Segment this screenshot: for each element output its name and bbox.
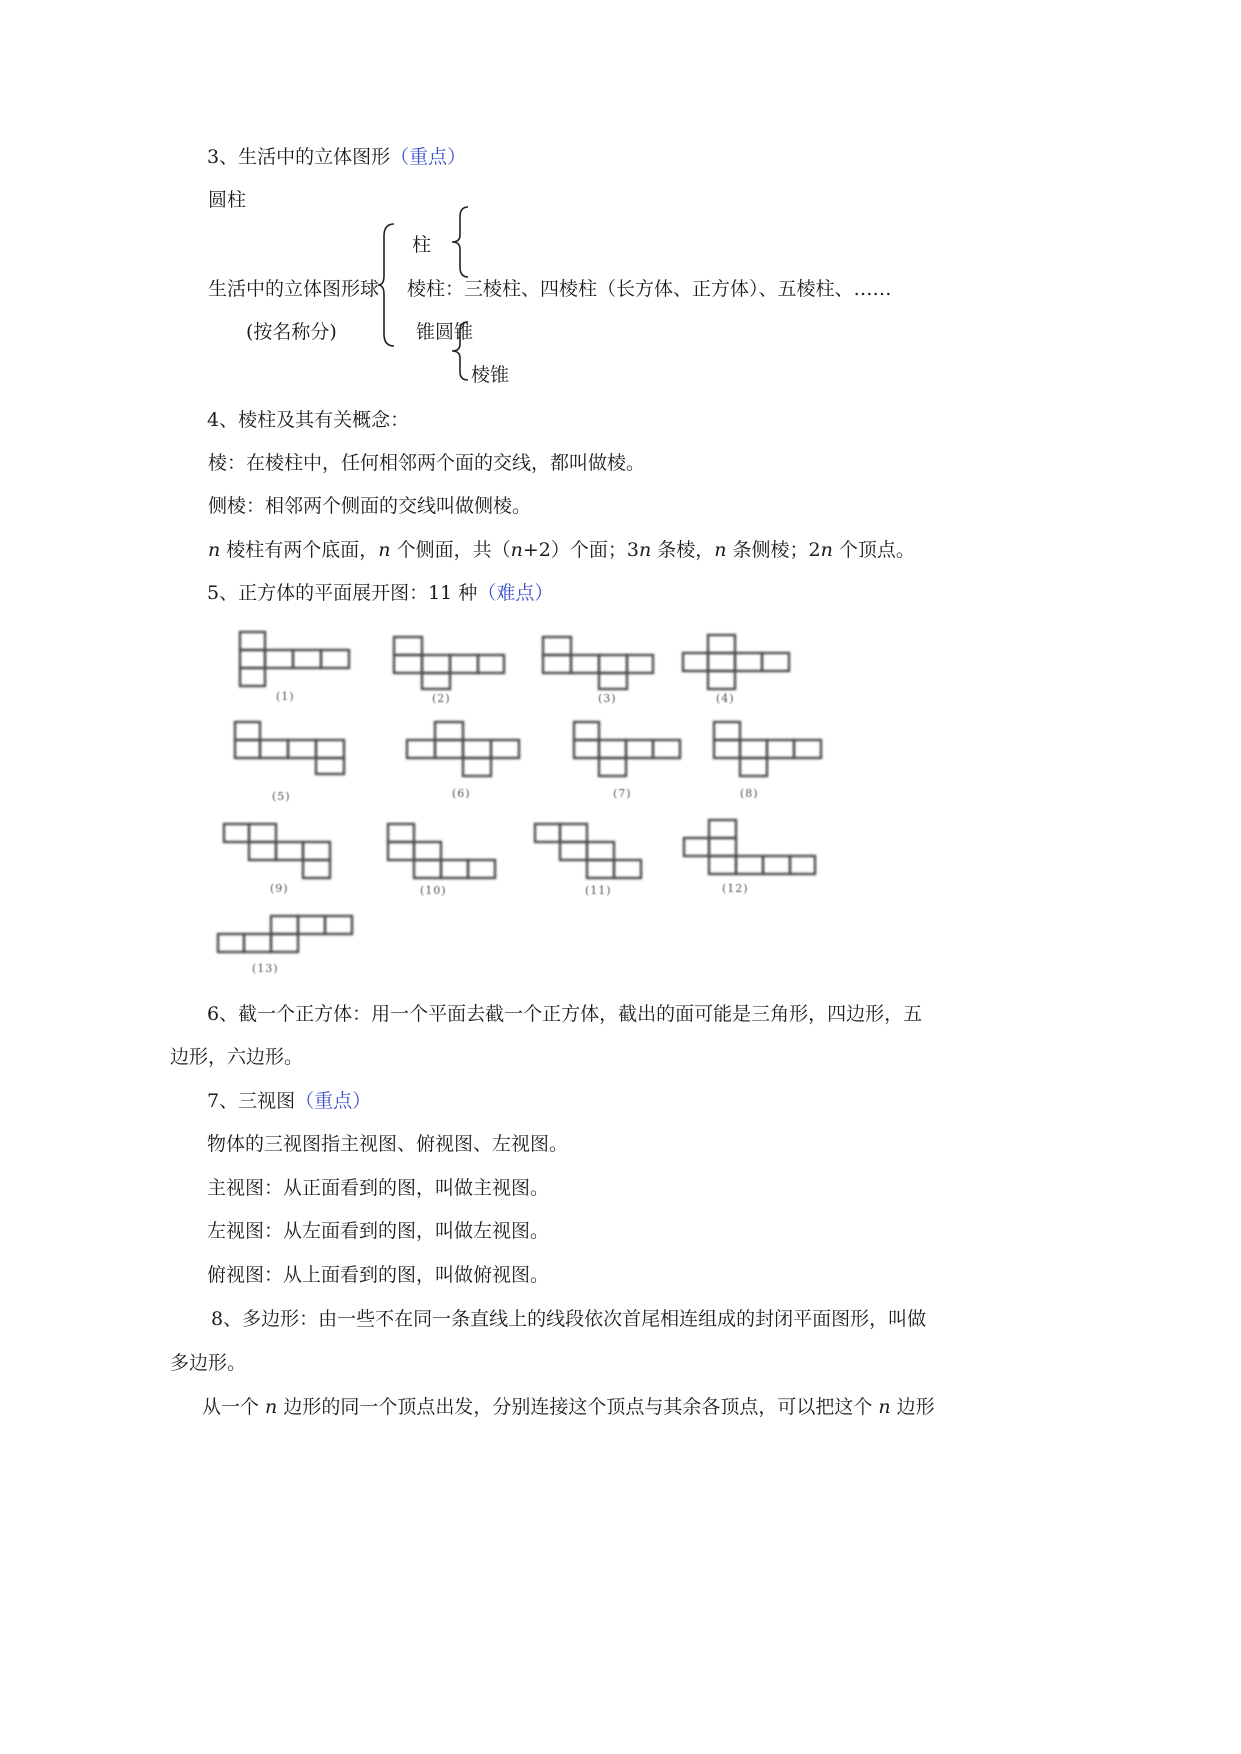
tree-root-note: (按名称分) (246, 321, 337, 343)
section-number: 5、 (207, 582, 239, 604)
section-number: 7、 (207, 1090, 239, 1112)
section-6-line-1: 6、截一个正方体：用一个平面去截一个正方体，截出的面可能是三角形，四边形，五 (207, 1003, 923, 1025)
cube-net-7 (572, 720, 682, 778)
cube-net-label-1: (1) (276, 690, 295, 703)
cube-net-11 (533, 822, 645, 880)
section-5-heading (207, 581, 553, 605)
brace-main-icon (378, 222, 398, 348)
section-6-line-2: 边形，六边形。 (170, 1046, 304, 1068)
cube-net-label-9: (9) (270, 882, 289, 895)
prism-count-line: n 棱柱有两个底面，n 个侧面，共（n+2）个面；3n 条棱，n 条侧棱；2n 个顶点。 (208, 539, 915, 561)
cube-net-8 (712, 720, 824, 778)
tree-cone-group-label: 锥 (416, 321, 436, 343)
section-8-line-2: 多边形。 (170, 1352, 247, 1374)
front-view-definition: 主视图：从正面看到的图，叫做主视图。 (207, 1177, 550, 1199)
section-8-line-1: 8、多边形：由一些不在同一条直线上的线段依次首尾相连组成的封闭平面图形，叫做 (211, 1308, 927, 1330)
cube-net-10 (386, 822, 498, 880)
section-4-heading: 4、棱柱及其有关概念： (207, 409, 410, 431)
cube-net-label-5: (5) (272, 790, 291, 803)
section-7-heading (207, 1089, 371, 1113)
key-point-tag: （重点） (295, 1090, 372, 1112)
edge-definition: 棱：在棱柱中，任何相邻两个面的交线，都叫做棱。 (208, 452, 646, 474)
cube-net-4 (681, 633, 791, 691)
cube-net-label-4: (4) (716, 692, 735, 705)
cube-net-label-10: (10) (420, 884, 447, 897)
cube-net-label-7: (7) (613, 787, 632, 800)
tree-root-text: 生活中的立体图形 (208, 278, 361, 300)
section-number: 3、 (207, 146, 239, 168)
section-3-heading (207, 145, 466, 169)
cube-net-12 (682, 818, 818, 876)
cube-net-6 (405, 720, 523, 778)
tree-pyramid-label: 棱锥 (471, 364, 510, 386)
cube-net-label-2: (2) (432, 692, 451, 705)
brace-pyramid-icon (452, 320, 472, 382)
cube-net-1 (238, 630, 353, 688)
section-title: 三视图 (238, 1090, 296, 1112)
cube-net-label-13: (13) (252, 962, 279, 975)
cube-net-label-6: (6) (452, 787, 471, 800)
cube-net-label-8: (8) (740, 787, 759, 800)
cube-net-label-12: (12) (722, 882, 749, 895)
cube-net-13 (216, 914, 356, 956)
tree-sphere-label: 球 (360, 278, 380, 300)
lateral-edge-definition: 侧棱：相邻两个侧面的交线叫做侧棱。 (208, 495, 532, 517)
tree-cone-label: 圆锥 (435, 321, 474, 343)
tree-cylinder-label: 圆柱 (208, 189, 247, 211)
cube-net-label-3: (3) (598, 692, 617, 705)
cube-net-label-11: (11) (585, 884, 612, 897)
difficult-point-tag: （难点） (477, 582, 554, 604)
tree-root-label (208, 277, 379, 301)
cube-net-2 (392, 635, 507, 691)
cube-net-3 (541, 635, 656, 691)
section-8-line-3: 从一个 n 边形的同一个顶点出发，分别连接这个顶点与其余各顶点，可以把这个 n 边形 (202, 1396, 935, 1418)
cube-net-9 (222, 822, 334, 880)
top-view-definition: 俯视图：从上面看到的图，叫做俯视图。 (207, 1264, 550, 1286)
left-view-definition: 左视图：从左面看到的图，叫做左视图。 (207, 1220, 550, 1242)
tree-prism-line: 棱柱：三棱柱、四棱柱（长方体、正方体）、五棱柱、…… (407, 278, 892, 300)
three-views-intro: 物体的三视图指主视图、俯视图、左视图。 (207, 1133, 569, 1155)
section-title: 正方体的平面展开图：11 种 (238, 582, 478, 604)
brace-prism-icon (452, 205, 472, 279)
section-title: 生活中的立体图形 (238, 146, 391, 168)
key-point-tag: （重点） (390, 146, 467, 168)
tree-prism-category: 柱 (412, 234, 432, 256)
cube-net-5 (233, 720, 348, 776)
